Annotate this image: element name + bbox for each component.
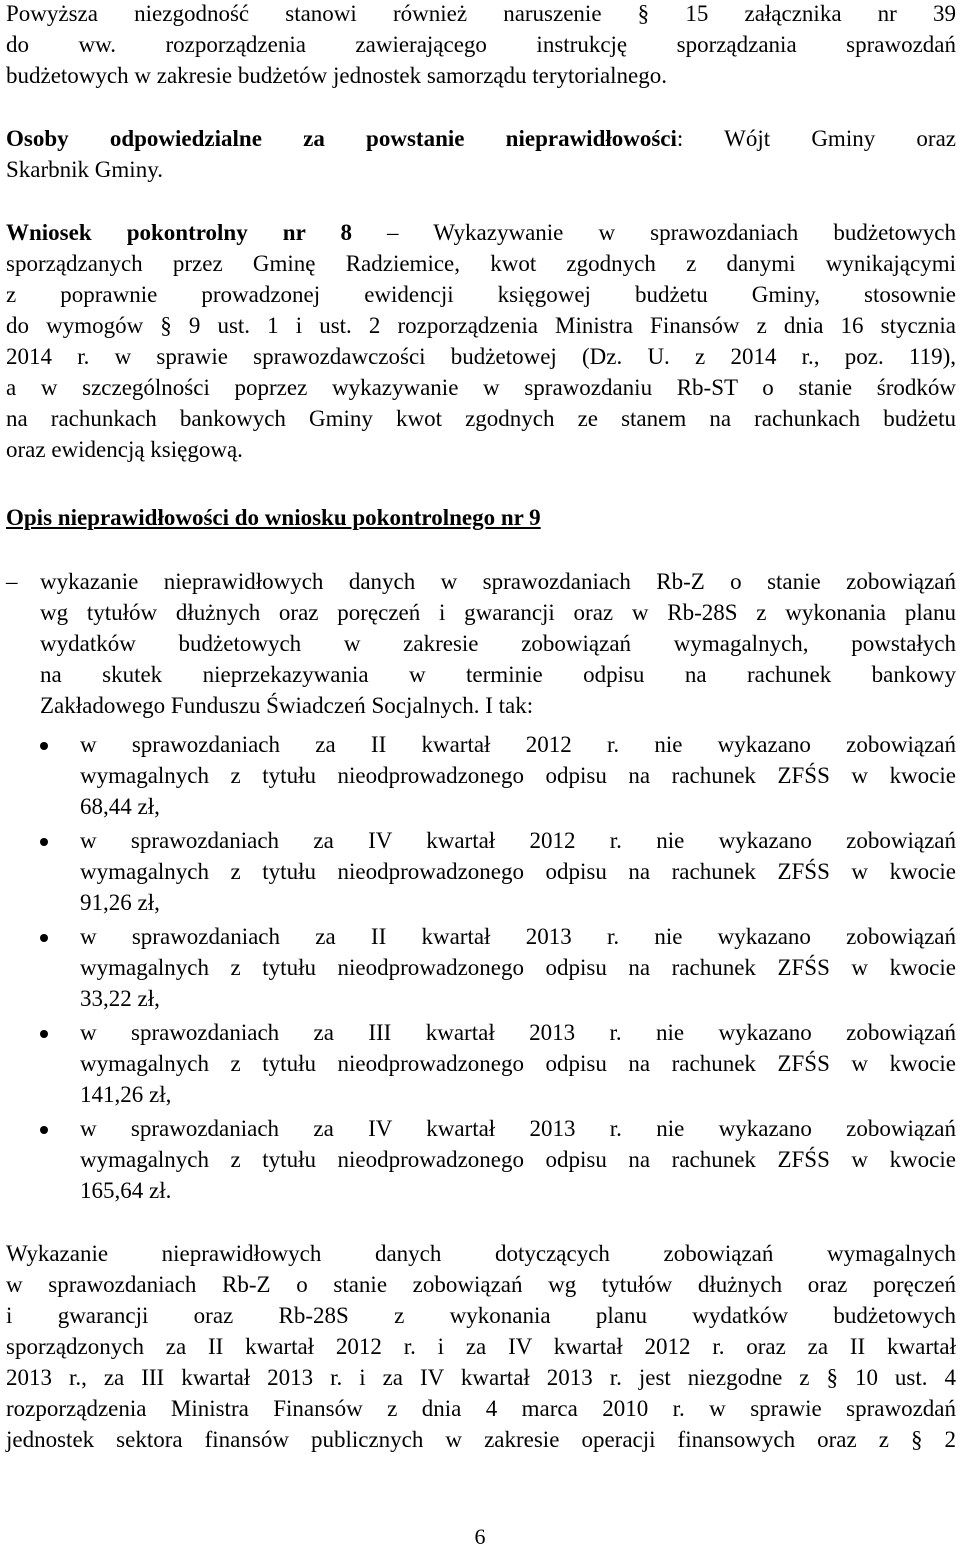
wniosek-8-paragraph bbox=[6, 217, 956, 465]
page-number: 6 bbox=[474, 1524, 486, 1549]
bullet-amount: 165,64 zł. bbox=[80, 1178, 172, 1203]
opis-9-heading-block bbox=[6, 502, 956, 533]
dash-item-text bbox=[40, 566, 956, 721]
bullet-dot-icon bbox=[40, 1126, 48, 1134]
bullet-amount: 68,44 zł, bbox=[80, 794, 160, 819]
text-line: w sprawozdaniach za IV kwartał 2012 r. nie wykazano zobowiązań bbox=[80, 828, 956, 853]
text-line: Powyższa niezgodność stanowi również naruszenie § 15 załącznika nr 39 bbox=[6, 1, 956, 26]
bullet-amount: 141,26 zł, bbox=[80, 1082, 172, 1107]
wniosek-8-label: Wniosek pokontrolny nr 8 bbox=[6, 220, 352, 245]
text-line: do wymogów § 9 ust. 1 i ust. 2 rozporządzenia Ministra Finansów z dnia 16 stycznia bbox=[6, 313, 956, 338]
bullet-dot-icon bbox=[40, 934, 48, 942]
text-line: 2013 r., za III kwartał 2013 r. i za IV kwartał 2013 r. jest niezgodne z § 10 ust. 4 bbox=[6, 1365, 956, 1390]
text-line: z poprawnie prowadzonej ewidencji księgowej budżetu Gminy, stosownie bbox=[6, 282, 956, 307]
text-line: w sprawozdaniach Rb-Z o stanie zobowiązań wg tytułów dłużnych oraz poręczeń bbox=[6, 1272, 956, 1297]
bullet-text bbox=[80, 825, 956, 918]
text-line: budżetowych w zakresie budżetów jednostek samorządu terytorialnego. bbox=[6, 63, 668, 88]
text-line bbox=[6, 217, 956, 248]
bullet-dot-icon bbox=[40, 742, 48, 750]
bullet-text bbox=[80, 1017, 956, 1110]
text-line: wymagalnych z tytułu nieodprowadzonego odpisu na rachunek ZFŚS w kwocie bbox=[80, 859, 956, 884]
text-line: i gwarancji oraz Rb-28S z wykonania planu wydatków budżetowych bbox=[6, 1303, 956, 1328]
text-line: Wykazanie nieprawidłowych danych dotyczących zobowiązań wymagalnych bbox=[6, 1241, 956, 1266]
closing-paragraph bbox=[6, 1238, 956, 1455]
dash-bullet: – bbox=[6, 569, 18, 594]
bullet-amount: 91,26 zł, bbox=[80, 890, 160, 915]
intro-paragraph bbox=[6, 0, 956, 91]
dash-list-item bbox=[6, 566, 956, 726]
text-line: wymagalnych z tytułu nieodprowadzonego odpisu na rachunek ZFŚS w kwocie bbox=[80, 763, 956, 788]
text-line: na rachunkach bankowych Gminy kwot zgodnych ze stanem na rachunkach budżetu bbox=[6, 406, 956, 431]
text-line: Skarbnik Gminy. bbox=[6, 157, 163, 182]
text-line: wg tytułów dłużnych oraz poręczeń i gwarancji oraz w Rb-28S z wykonania planu bbox=[40, 600, 956, 625]
bullet-text bbox=[80, 729, 956, 822]
bullet-dot-icon bbox=[40, 838, 48, 846]
bullet-text bbox=[80, 921, 956, 1014]
bullet-amount: 33,22 zł, bbox=[80, 986, 160, 1011]
responsible-paragraph bbox=[6, 123, 956, 185]
text-line bbox=[6, 123, 956, 154]
text-line: sporządzonych za II kwartał 2012 r. i za IV kwartał 2012 r. oraz za II kwartał bbox=[6, 1334, 956, 1359]
text-line: 2014 r. w sprawie sprawozdawczości budżetowej (Dz. U. z 2014 r., poz. 119), bbox=[6, 344, 956, 369]
text-line: Zakładowego Funduszu Świadczeń Socjalnych. I tak: bbox=[40, 693, 534, 718]
text-line: a w szczególności poprzez wykazywanie w sprawozdaniu Rb-ST o stanie środków bbox=[6, 375, 956, 400]
text-line: jednostek sektora finansów publicznych w zakresie operacji finansowych oraz z § 2 bbox=[6, 1427, 956, 1452]
responsible-label: Osoby odpowiedzialne za powstanie nieprawidłowości bbox=[6, 126, 677, 151]
text-line: wydatków budżetowych w zakresie zobowiązań wymagalnych, powstałych bbox=[40, 631, 956, 656]
text-line: na skutek nieprzekazywania w terminie odpisu na rachunek bankowy bbox=[40, 662, 956, 687]
section-heading: Opis nieprawidłowości do wniosku pokontrolnego nr 9 bbox=[6, 505, 541, 530]
text-line: rozporządzenia Ministra Finansów z dnia 4 marca 2010 r. w sprawie sprawozdań bbox=[6, 1396, 956, 1421]
responsible-names: : Wójt Gminy oraz bbox=[676, 126, 957, 151]
text-line: wymagalnych z tytułu nieodprowadzonego odpisu na rachunek ZFŚS w kwocie bbox=[80, 1147, 956, 1172]
text-line: wymagalnych z tytułu nieodprowadzonego odpisu na rachunek ZFŚS w kwocie bbox=[80, 1051, 956, 1076]
text-line: do ww. rozporządzenia zawierającego instrukcję sporządzania sprawozdań bbox=[6, 32, 956, 57]
text-line: sporządzanych przez Gminę Radziemice, kwot zgodnych z danymi wynikającymi bbox=[6, 251, 956, 276]
text-line: w sprawozdaniach za II kwartał 2012 r. nie wykazano zobowiązań bbox=[80, 732, 956, 757]
text-line: w sprawozdaniach za IV kwartał 2013 r. nie wykazano zobowiązań bbox=[80, 1116, 956, 1141]
text-line: oraz ewidencją księgową. bbox=[6, 437, 243, 462]
bullet-text bbox=[80, 1113, 956, 1206]
text-line: wymagalnych z tytułu nieodprowadzonego odpisu na rachunek ZFŚS w kwocie bbox=[80, 955, 956, 980]
text-line: wykazanie nieprawidłowych danych w sprawozdaniach Rb-Z o stanie zobowiązań bbox=[40, 569, 956, 594]
bullet-dot-icon bbox=[40, 1030, 48, 1038]
wniosek-8-title: – Wykazywanie w sprawozdaniach budżetowych bbox=[351, 220, 956, 245]
text-line: w sprawozdaniach za II kwartał 2013 r. nie wykazano zobowiązań bbox=[80, 924, 956, 949]
text-line: w sprawozdaniach za III kwartał 2013 r. nie wykazano zobowiązań bbox=[80, 1020, 956, 1045]
